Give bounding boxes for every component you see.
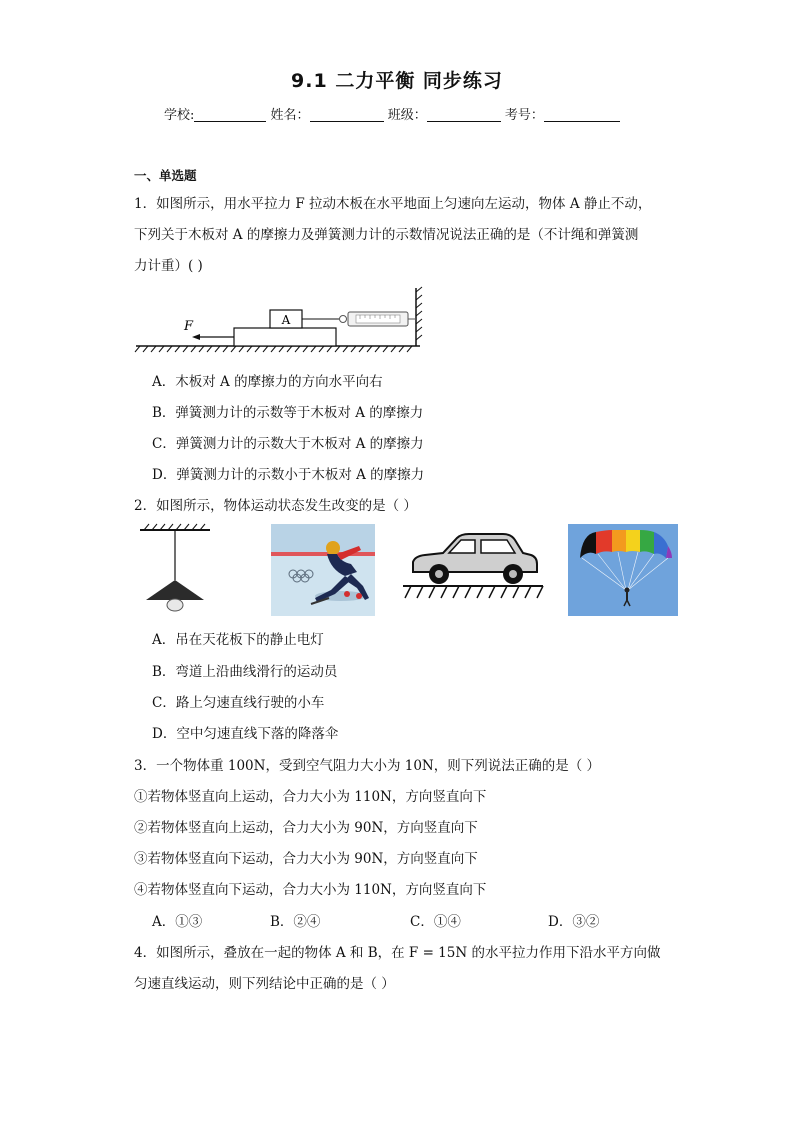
q3-statement-2: ②若物体竖直向上运动，合力大小为 90N，方向竖直向下 <box>134 820 478 836</box>
q1-option-a[interactable]: A．木板对 A 的摩擦力的方向水平向右 <box>152 374 383 390</box>
q1-option-b[interactable]: B．弹簧测力计的示数等于木板对 A 的摩擦力 <box>152 405 424 421</box>
class-label: 班级： <box>387 108 427 123</box>
hanging-lamp-image <box>136 524 216 616</box>
q3-statement-1: ①若物体竖直向上运动，合力大小为 110N，方向竖直向下 <box>134 789 487 805</box>
student-info-row <box>164 104 620 123</box>
parachute-image <box>568 524 678 616</box>
q1-line-1: 1．如图所示，用水平拉力 F 拉动木板在水平地面上匀速向左运动，物体 A 静止不动， <box>134 196 652 212</box>
q2-option-d[interactable]: D．空中匀速直线下落的降落伞 <box>152 726 339 742</box>
q4-line-1: 4．如图所示，叠放在一起的物体 A 和 B，在 F = 15N 的水平拉力作用下沿水平方向做 <box>134 945 661 961</box>
q3-choice-c[interactable]: C．①④ <box>410 914 461 930</box>
q1-option-c[interactable]: C．弹簧测力计的示数大于木板对 A 的摩擦力 <box>152 436 424 452</box>
school-blank[interactable] <box>194 107 266 122</box>
class-blank[interactable] <box>427 107 501 122</box>
page-title: 9.1 二力平衡 同步练习 <box>291 70 503 92</box>
q3-choice-b[interactable]: B．②④ <box>270 914 321 930</box>
q2-option-a[interactable]: A．吊在天花板下的静止电灯 <box>152 632 324 648</box>
section-heading: 一、单选题 <box>134 168 197 183</box>
block-a-label: A <box>281 313 291 327</box>
name-label: 姓名： <box>270 108 310 123</box>
q1-line-2: 下列关于木板对 A 的摩擦力及弹簧测力计的示数情况说法正确的是（不计绳和弹簧测 <box>134 227 639 243</box>
q3-stem: 3．一个物体重 100N，受到空气阻力大小为 10N，则下列说法正确的是（ ） <box>134 758 601 774</box>
q3-statement-4: ④若物体竖直向下运动，合力大小为 110N，方向竖直向下 <box>134 882 487 898</box>
exam-no-label: 考号： <box>504 108 544 123</box>
q2-option-b[interactable]: B．弯道上沿曲线滑行的运动员 <box>152 664 338 680</box>
q4-line-2: 匀速直线运动，则下列结论中正确的是（ ） <box>134 976 395 992</box>
q3-statement-3: ③若物体竖直向下运动，合力大小为 90N，方向竖直向下 <box>134 851 478 867</box>
q1-line-3: 力计重）( ) <box>134 258 203 274</box>
q2-option-c[interactable]: C．路上匀速直线行驶的小车 <box>152 695 325 711</box>
q2-stem: 2．如图所示，物体运动状态发生改变的是（ ） <box>134 498 417 514</box>
exam-no-blank[interactable] <box>544 107 620 122</box>
q1-figure <box>134 284 434 354</box>
q3-choice-a[interactable]: A．①③ <box>152 914 203 930</box>
q3-choice-d[interactable]: D．③② <box>548 914 600 930</box>
school-label: 学校: <box>164 108 195 123</box>
name-blank[interactable] <box>310 107 384 122</box>
q1-option-d[interactable]: D．弹簧测力计的示数小于木板对 A 的摩擦力 <box>152 467 425 483</box>
car-image <box>403 528 543 608</box>
force-f-label: F <box>184 319 194 334</box>
speed-skater-image <box>271 524 375 616</box>
